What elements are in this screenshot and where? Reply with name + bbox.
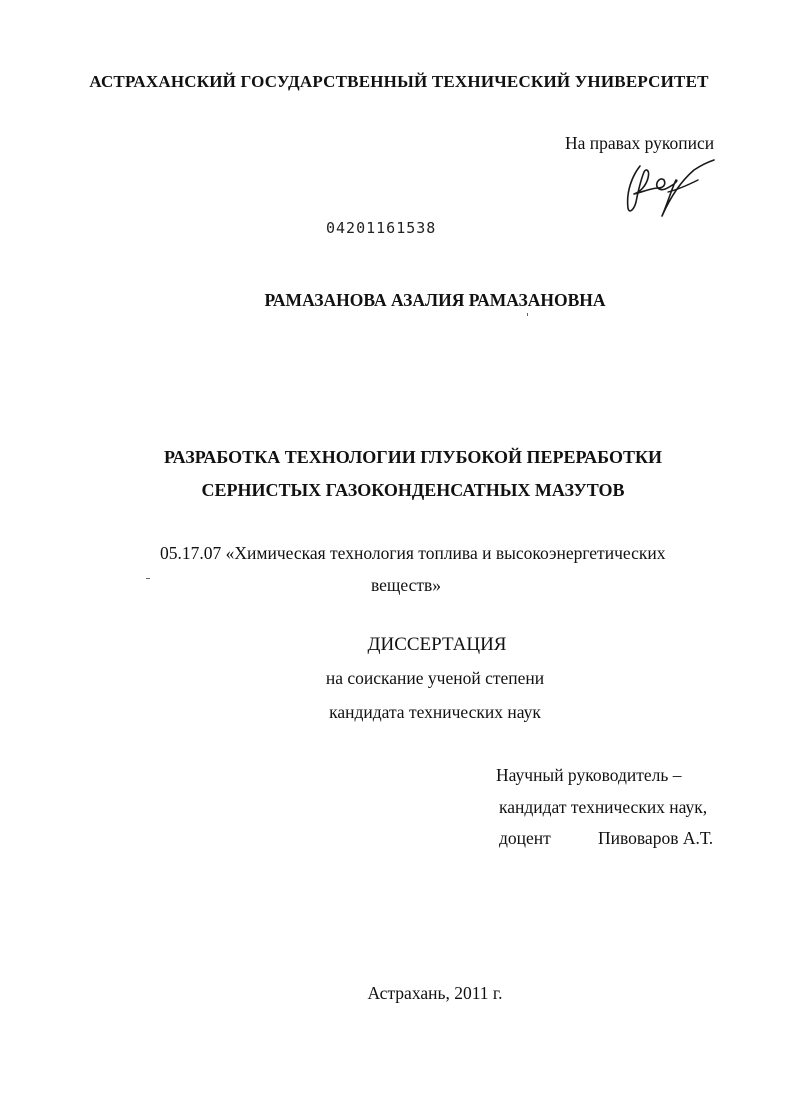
document-type: ДИССЕРТАЦИЯ xyxy=(367,634,507,655)
supervisor-role: Научный руководитель – xyxy=(496,765,682,785)
signature-image xyxy=(618,158,718,222)
thesis-title-line-2: СЕРНИСТЫХ ГАЗОКОНДЕНСАТНЫХ МАЗУТОВ xyxy=(201,480,625,500)
specialty-line-2: веществ» xyxy=(370,575,442,595)
supervisor-name: Пивоваров А.Т. xyxy=(598,828,714,848)
registration-number: 04201161538 xyxy=(326,219,437,237)
specialty-line-1: 05.17.07 «Химическая технология топлива и высокоэнергетических xyxy=(160,543,666,563)
degree-line-2: кандидата технических наук xyxy=(329,702,541,722)
supervisor-degree: кандидат технических наук, xyxy=(499,797,708,817)
scan-speck xyxy=(527,313,528,316)
thesis-title-line-1: РАЗРАБОТКА ТЕХНОЛОГИИ ГЛУБОКОЙ ПЕРЕРАБОТКИ xyxy=(163,447,663,467)
author-name: РАМАЗАНОВА АЗАЛИЯ РАМАЗАНОВНА xyxy=(264,290,606,310)
degree-line-1: на соискание ученой степени xyxy=(325,668,545,688)
scan-speck xyxy=(146,578,150,579)
university-name: АСТРАХАНСКИЙ ГОСУДАРСТВЕННЫЙ ТЕХНИЧЕСКИЙ УНИВЕРСИТЕТ xyxy=(89,72,709,91)
supervisor-title: доцент xyxy=(499,828,551,848)
place-and-year: Астрахань, 2011 г. xyxy=(367,983,503,1003)
rights-notice: На правах рукописи xyxy=(565,133,715,153)
